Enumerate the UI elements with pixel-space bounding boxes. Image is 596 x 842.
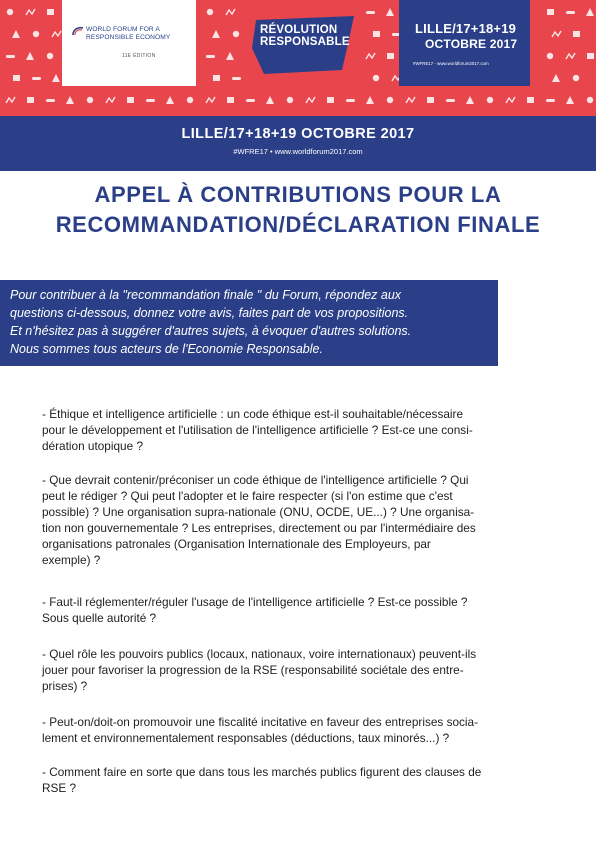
question-line: lement et environnementalement responsables (déductions, taux minorés...) ? — [42, 731, 450, 745]
event-hashtag-website: #WFRE17 • www.worldforum2017.com — [233, 147, 363, 156]
pictogram-icon-17 — [552, 31, 561, 37]
question-line: possible) ? Une organisation supra-nationale (ONU, OCDE, UE...) ? Une organisa- — [42, 505, 475, 519]
logo-text — [86, 26, 192, 42]
question-line: - Peut-on/doit-on promouvoir une fiscalité incitative en faveur des entreprises socia- — [42, 715, 479, 729]
pictogram-icon-51 — [266, 96, 274, 104]
question-item — [42, 406, 560, 454]
pictogram-icon-59 — [427, 97, 434, 103]
pictogram-icon-48 — [206, 97, 215, 103]
pictogram-icon-43 — [106, 97, 115, 103]
intro-box — [0, 280, 498, 366]
pictogram-icon-10 — [12, 30, 20, 38]
pictogram-icon-54 — [327, 97, 334, 103]
question-line: - Comment faire en sorte que dans tous les marchés publics figurent des clauses de — [42, 765, 482, 779]
question-line: pour le développement et l'utilisation de l'intelligence artificielle ? Est-ce une consi- — [42, 423, 473, 437]
question-item — [42, 764, 560, 796]
question-line: dération utopique ? — [42, 439, 144, 453]
pictogram-icon-22 — [206, 55, 215, 58]
pictogram-icon-12 — [52, 31, 61, 37]
pictogram-icon-19 — [6, 55, 15, 58]
pictogram-icon-55 — [346, 99, 355, 102]
pictogram-icon-4 — [226, 9, 235, 15]
question-line: RSE ? — [42, 781, 77, 795]
pictogram-icon-64 — [527, 97, 534, 103]
intro-line: Pour contribuer à la "recommandation finale " du Forum, répondez aux — [10, 288, 402, 302]
pictogram-icon-27 — [566, 53, 575, 59]
pictogram-icon-36 — [552, 74, 560, 82]
pictogram-icon-67 — [587, 97, 593, 103]
pictogram-icon-53 — [306, 97, 315, 103]
pictogram-icon-18 — [573, 31, 580, 37]
question-line: tion non gouvernementale ? Les entreprises, directement ou par l'intermédiaire des — [42, 521, 476, 535]
pictogram-icon-28 — [587, 53, 594, 59]
logo-line-2: RESPONSIBLE ECONOMY — [86, 34, 171, 41]
pictogram-icon-31 — [52, 74, 60, 82]
intro-line: Nous sommes tous acteurs de l'Economie Responsable. — [10, 342, 323, 356]
page-title — [0, 180, 596, 240]
pictogram-icon-25 — [387, 53, 394, 59]
logo-edition: 11E ÉDITION — [122, 53, 156, 59]
pictogram-icon-7 — [547, 9, 554, 15]
date-box — [399, 0, 530, 86]
date-box-line-1: LILLE/17+18+19 — [415, 21, 517, 36]
pictogram-icon-49 — [227, 97, 234, 103]
pictogram-icon-63 — [506, 97, 515, 103]
pictogram-icon-44 — [127, 97, 134, 103]
pictogram-icon-60 — [446, 99, 455, 102]
question-item — [42, 646, 560, 694]
pictogram-icon-65 — [546, 99, 555, 102]
pictogram-icon-6 — [386, 8, 394, 16]
page-title-line-1: APPEL À CONTRIBUTIONS POUR LA — [94, 182, 502, 207]
pictogram-icon-24 — [366, 53, 375, 59]
pictogram-icon-52 — [287, 97, 293, 103]
question-item — [42, 472, 560, 568]
globe-icon — [72, 26, 84, 36]
question-line: exemple) ? — [42, 553, 101, 567]
header-banner — [0, 0, 596, 116]
intro-line: questions ci-dessous, donnez votre avis, faites part de vos propositions. — [10, 306, 409, 320]
pictogram-icon-46 — [166, 96, 174, 104]
pictogram-icon-33 — [232, 77, 241, 80]
question-line: - Éthique et intelligence artificielle : un code éthique est-il souhaitable/nécessaire — [42, 407, 464, 421]
pictogram-icon-3 — [207, 9, 213, 15]
pictogram-icon-41 — [66, 96, 74, 104]
pictogram-icon-61 — [466, 96, 474, 104]
question-line: jouer pour favoriser la progression de la RSE (responsabilité sociétale des entre- — [42, 663, 464, 677]
question-line: peut le rédiger ? Qui peut l'adopter et le faire respecter (si l'on estime que c'est — [42, 489, 453, 503]
forum-logo — [62, 0, 196, 86]
pictogram-icon-0 — [7, 9, 13, 15]
question-line: organisations patronales (Organisation Internationale des Employeurs, par — [42, 537, 431, 551]
pictogram-icon-26 — [547, 53, 553, 59]
pictogram-icon-11 — [33, 31, 39, 37]
revolution-badge — [250, 14, 360, 78]
intro-line: Et n'hésitez pas à suggérer d'autres sujets, à évoquer d'autres solutions. — [10, 324, 412, 338]
question-item — [42, 714, 560, 746]
pictogram-icon-62 — [487, 97, 493, 103]
pictogram-icon-20 — [26, 52, 34, 60]
pictogram-icon-39 — [27, 97, 34, 103]
event-stripe — [0, 116, 596, 171]
logo-line-1: WORLD FORUM FOR A — [86, 26, 160, 33]
page-title-line-2: RECOMMANDATION/DÉCLARATION FINALE — [55, 212, 541, 237]
pictogram-icon-32 — [213, 75, 220, 81]
pictogram-icon-40 — [46, 99, 55, 102]
question-line: prises) ? — [42, 679, 88, 693]
pictogram-icon-8 — [566, 11, 575, 14]
pictogram-icon-23 — [226, 52, 234, 60]
date-box-line-2: OCTOBRE 2017 — [425, 37, 518, 51]
pictogram-icon-30 — [32, 77, 41, 80]
pictogram-icon-34 — [373, 75, 379, 81]
pictogram-icon-56 — [366, 96, 374, 104]
question-item — [42, 594, 560, 626]
pictogram-icon-9 — [586, 8, 594, 16]
question-line: Sous quelle autorité ? — [42, 611, 157, 625]
pictogram-icon-5 — [366, 11, 375, 14]
pictogram-icon-13 — [212, 30, 220, 38]
pictogram-icon-50 — [246, 99, 255, 102]
pictogram-icon-66 — [566, 96, 574, 104]
pictogram-icon-58 — [406, 97, 415, 103]
question-line: - Quel rôle les pouvoirs publics (locaux, nationaux, voire internationaux) peuvent-ils — [42, 647, 477, 661]
pictogram-icon-42 — [87, 97, 93, 103]
pictogram-icon-57 — [387, 97, 393, 103]
revolution-line-2: RESPONSABLE — [260, 36, 350, 48]
pictogram-icon-2 — [47, 9, 54, 15]
pictogram-icon-45 — [146, 99, 155, 102]
pictogram-icon-1 — [26, 9, 35, 15]
pictogram-icon-15 — [373, 31, 380, 37]
question-line: - Faut-il réglementer/réguler l'usage de l'intelligence artificielle ? Est-ce possible ? — [42, 595, 468, 609]
revolution-line-1: RÉVOLUTION — [260, 24, 338, 36]
revolution-title — [260, 24, 350, 48]
question-line: - Que devrait contenir/préconiser un code éthique de l'intelligence artificielle ? Qui — [42, 473, 469, 487]
event-dates: LILLE/17+18+19 OCTOBRE 2017 — [181, 126, 415, 142]
pictogram-icon-21 — [47, 53, 53, 59]
pictogram-icon-38 — [6, 97, 15, 103]
pictogram-icon-14 — [233, 31, 239, 37]
pictogram-icon-47 — [187, 97, 193, 103]
pictogram-icon-29 — [13, 75, 20, 81]
date-box-website: #WFRE17 - www.worldforum2017.com — [413, 61, 489, 66]
pictogram-icon-37 — [573, 75, 579, 81]
